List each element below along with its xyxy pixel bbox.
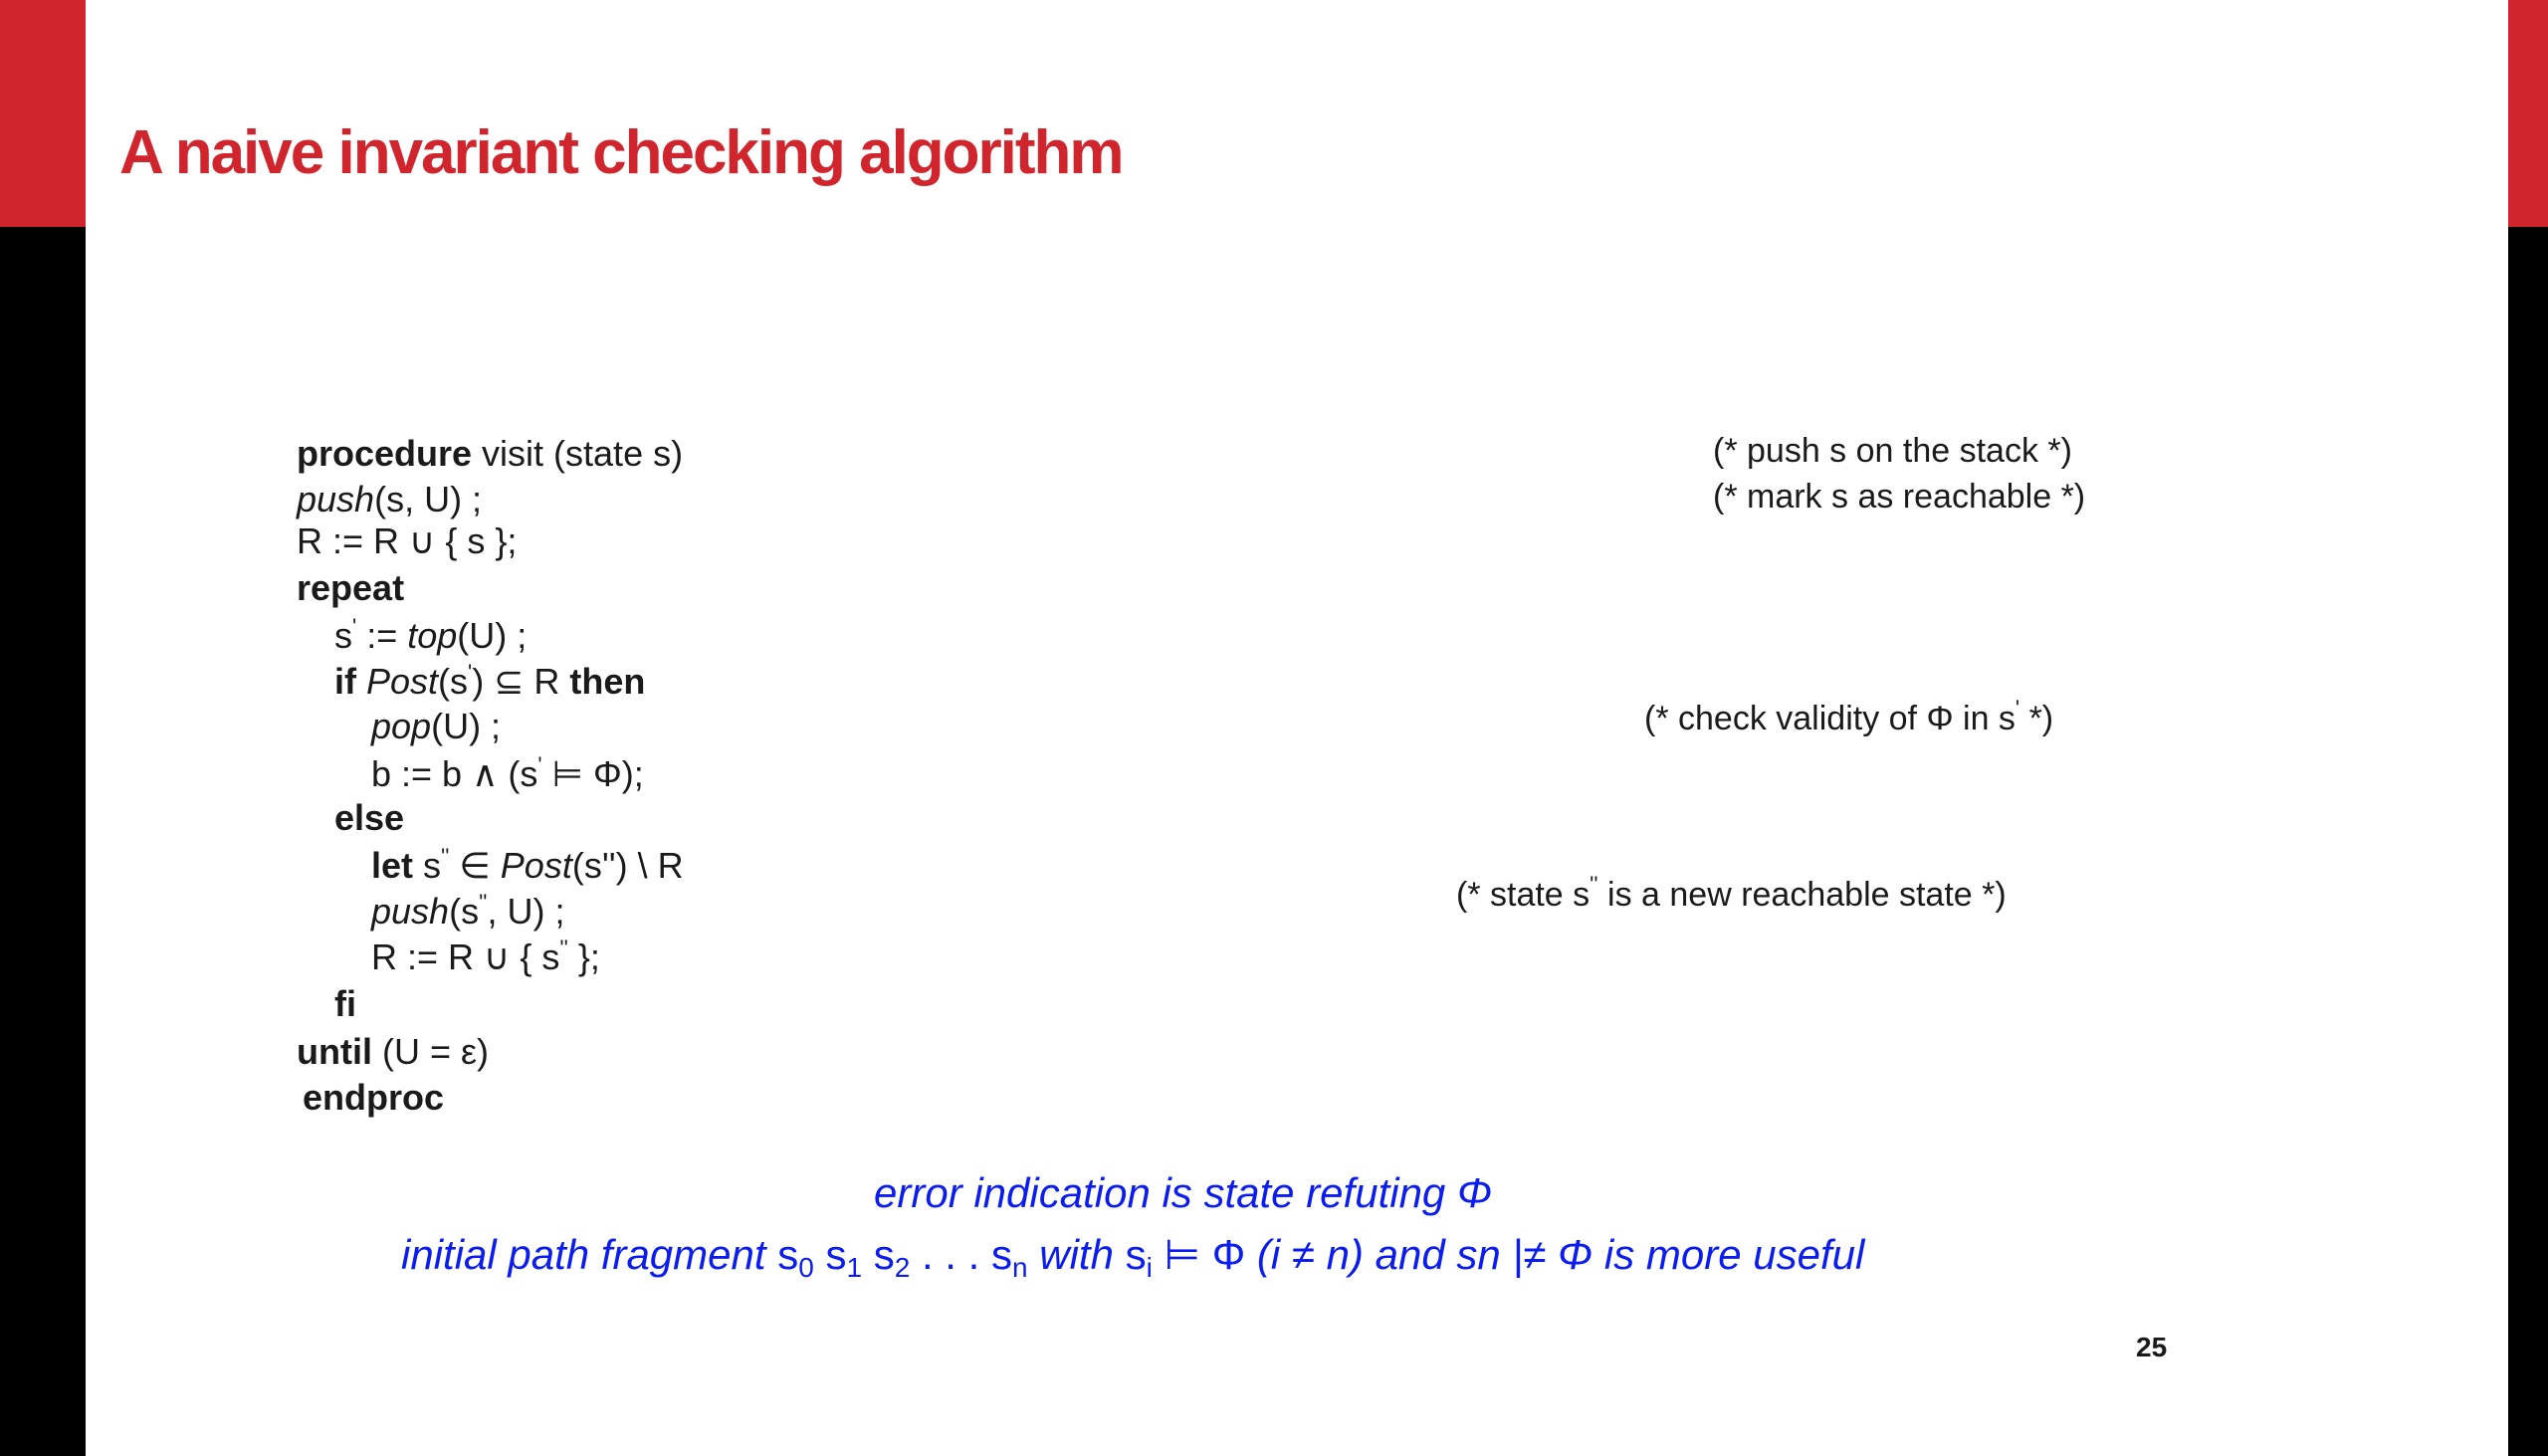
subscript: n bbox=[1011, 1252, 1028, 1283]
code-text: R := R ∪ { s bbox=[371, 936, 560, 977]
keyword-if: if bbox=[334, 661, 366, 702]
subscript: 0 bbox=[798, 1252, 814, 1283]
note-text: s bbox=[813, 1231, 847, 1278]
code-text: (U) ; bbox=[457, 615, 528, 656]
keyword-repeat: repeat bbox=[297, 567, 405, 608]
subscript: 2 bbox=[894, 1252, 911, 1283]
right-accent-bar bbox=[2508, 0, 2548, 227]
code-line-6 bbox=[334, 662, 645, 700]
comment-new-state bbox=[1456, 874, 2007, 912]
code-line-9 bbox=[334, 797, 405, 838]
code-line-3: R := R ∪ { s }; bbox=[297, 520, 518, 561]
double-prime-mark: '' bbox=[559, 936, 568, 960]
comment-check-validity bbox=[1644, 698, 2053, 735]
fn-pop: pop bbox=[371, 706, 432, 746]
code-line-10 bbox=[371, 846, 684, 884]
code-text: := bbox=[356, 615, 408, 656]
comment-push: (* push s on the stack *) bbox=[1713, 432, 2072, 470]
subscript: i bbox=[1146, 1252, 1153, 1283]
note-text: s bbox=[777, 1231, 799, 1278]
code-line-5 bbox=[334, 616, 527, 654]
code-text: (s bbox=[449, 891, 480, 932]
comment-text: *) bbox=[2019, 700, 2054, 737]
code-line-12 bbox=[371, 937, 600, 975]
subscript: 1 bbox=[846, 1252, 863, 1283]
fn-post: Post bbox=[500, 845, 572, 886]
page-number: 25 bbox=[2136, 1332, 2168, 1362]
prime-mark: ' bbox=[468, 660, 473, 685]
double-prime-mark: '' bbox=[441, 844, 450, 869]
code-text: ) ⊆ R bbox=[472, 661, 570, 702]
code-text: (s'') \ R bbox=[571, 845, 684, 886]
code-text: b := b ∧ (s bbox=[371, 753, 538, 794]
note-text: . . . s bbox=[910, 1231, 1012, 1278]
keyword-fi: fi bbox=[334, 983, 356, 1024]
note-error-indication: error indication is state refuting Φ bbox=[874, 1169, 1493, 1216]
prime-mark: ' bbox=[2015, 696, 2020, 721]
code-line-7 bbox=[371, 706, 502, 746]
code-line-11 bbox=[371, 892, 564, 930]
code-line-4 bbox=[297, 567, 405, 608]
code-text: (U = ε) bbox=[371, 1031, 490, 1072]
code-text: }; bbox=[567, 936, 600, 977]
comment-text: (* check validity of Φ in s bbox=[1644, 700, 2016, 737]
prime-mark: ' bbox=[352, 614, 357, 639]
note-initial-path bbox=[401, 1231, 1865, 1283]
prime-mark: ' bbox=[537, 752, 542, 777]
code-line-15 bbox=[303, 1077, 445, 1118]
keyword-procedure: procedure bbox=[297, 433, 473, 474]
code-text: (U) ; bbox=[431, 706, 502, 746]
code-line-8 bbox=[371, 754, 644, 792]
double-prime-mark: '' bbox=[479, 890, 488, 915]
fn-push: push bbox=[297, 479, 375, 520]
note-text: s bbox=[862, 1231, 895, 1278]
code-text: (s, U) ; bbox=[374, 479, 483, 520]
code-line-1 bbox=[297, 433, 684, 474]
keyword-until: until bbox=[297, 1031, 372, 1072]
code-text: s bbox=[334, 615, 352, 656]
code-text: ∈ bbox=[449, 845, 501, 886]
slide-title: A naive invariant checking algorithm bbox=[119, 118, 1123, 187]
fn-post: Post bbox=[366, 661, 439, 702]
keyword-then: then bbox=[569, 661, 646, 702]
comment-text: is a new reachable state *) bbox=[1597, 876, 2007, 914]
note-text: (i ≠ n) and sn |≠ Φ is more useful bbox=[1245, 1231, 1865, 1278]
code-text: (s bbox=[438, 661, 469, 702]
note-text: ⊨ Φ bbox=[1152, 1231, 1246, 1278]
note-text: initial path fragment bbox=[401, 1231, 778, 1278]
comment-text: (* state s bbox=[1456, 876, 1591, 914]
left-accent-bar bbox=[0, 0, 86, 227]
fn-push: push bbox=[371, 891, 450, 932]
code-line-13 bbox=[334, 983, 356, 1024]
double-prime-mark: '' bbox=[1590, 872, 1598, 897]
keyword-else: else bbox=[334, 797, 405, 838]
code-text: s bbox=[423, 845, 442, 886]
code-text: visit (state s) bbox=[472, 433, 684, 474]
code-line-14 bbox=[297, 1031, 490, 1072]
code-line-2 bbox=[297, 479, 483, 520]
code-text: ⊨ Φ); bbox=[541, 753, 644, 794]
comment-mark-reachable: (* mark s as reachable *) bbox=[1713, 478, 2086, 516]
note-text: with bbox=[1027, 1231, 1126, 1278]
fn-top: top bbox=[407, 615, 458, 656]
code-text: , U) ; bbox=[487, 891, 565, 932]
keyword-endproc: endproc bbox=[303, 1077, 445, 1118]
keyword-let: let bbox=[371, 845, 424, 886]
note-text: s bbox=[1125, 1231, 1147, 1278]
